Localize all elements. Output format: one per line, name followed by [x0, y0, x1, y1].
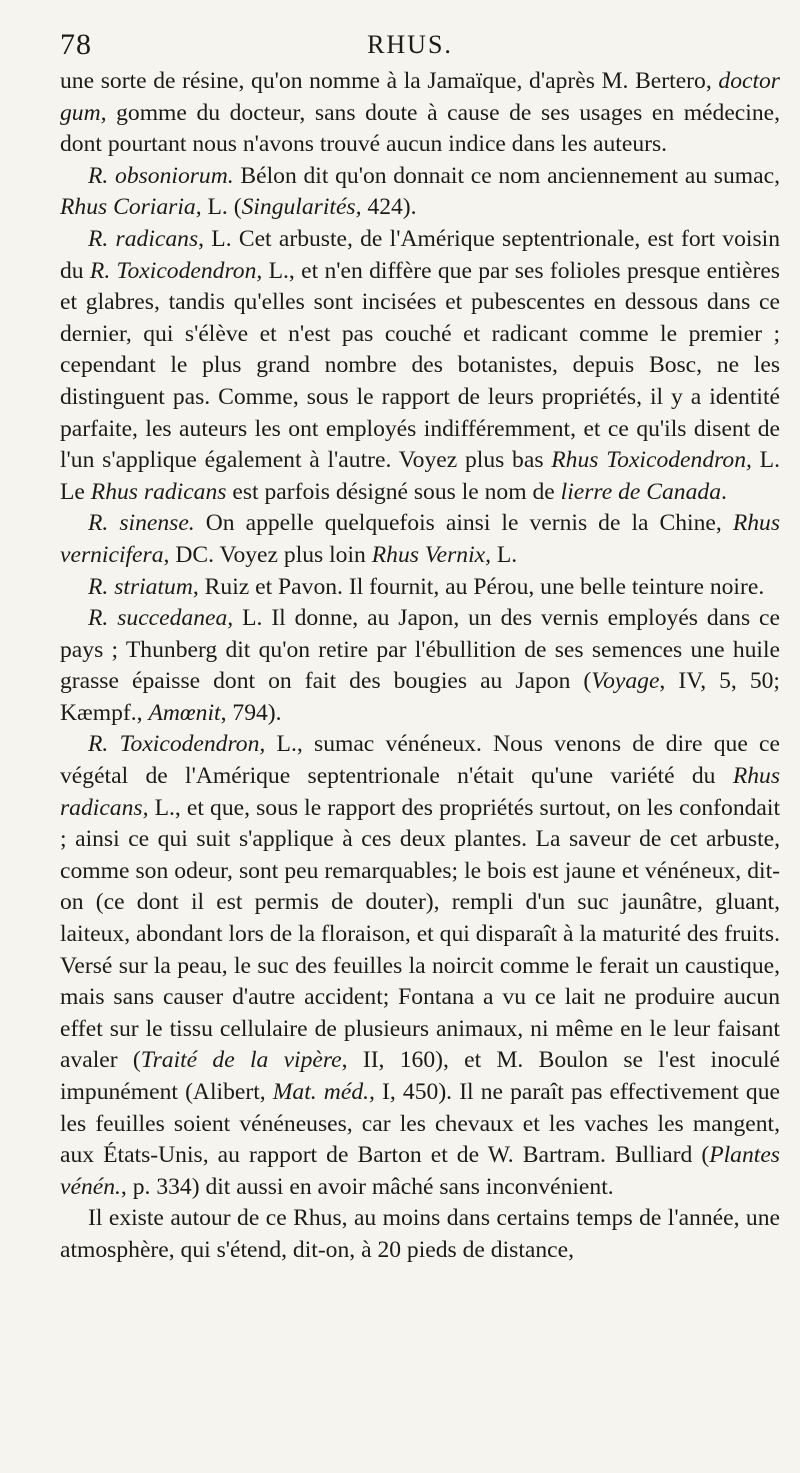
italic-run: Plantes vénén. [60, 1142, 780, 1200]
text-run: . [721, 478, 727, 505]
text-run: gomme du docteur, sans doute à cause de ses usages en médecine, dont pourtant nous n'avons trouvé aucun indice dans les auteurs. [60, 99, 780, 158]
text-run: , IV, 5, 50; Kæmpf., [60, 668, 780, 726]
paragraph-entry [60, 729, 780, 1203]
text-run: , p. 334) dit aussi en avoir mâché sans inconvénient. [120, 1173, 614, 1200]
italic-run: Traité de la vipère [140, 1047, 342, 1074]
italic-run: Voyage [591, 668, 660, 695]
italic-run: R. striatum [88, 573, 193, 600]
text-run: une sorte de résine, qu'on nomme à la Jamaïque, d'après M. Bertero, [60, 68, 719, 94]
paragraph-entry [60, 1203, 780, 1266]
text-run: L. [491, 541, 518, 568]
paragraph-entry [60, 508, 780, 571]
text-run: , L. Cet arbuste, de l'Amérique septentrionale, est fort voisin du [60, 225, 780, 284]
text-run: Bélon dit qu'on donnait ce nom anciennement au sumac, [233, 162, 780, 189]
italic-run: R. Toxicodendron, [88, 731, 266, 758]
italic-run: R. succedanea, [88, 605, 234, 632]
paragraph-entry [60, 224, 780, 508]
paragraph-entry [60, 603, 780, 729]
text-run: L., sumac vénéneux. Nous venons de dire que ce végétal de l'Amérique septentrionale n'était qu'une variété du [60, 731, 780, 790]
italic-run: Amœnit [148, 699, 221, 726]
page-number: 78 [60, 28, 92, 61]
text-run: , DC. Voyez plus loin [163, 541, 372, 568]
italic-run: R. Toxicodendron, [89, 257, 263, 284]
text-run: L. Il donne, au Japon, un des vernis employés dans ce pays ; Thunberg dit qu'on retire par l'ébullition de ses semences une huile grasse épaisse dont on fait des bougies au Japon ( [60, 605, 780, 695]
paragraph-continuation [60, 66, 780, 161]
italic-run: R. obsoniorum. [88, 162, 234, 189]
text-run: , L. ( [195, 194, 242, 221]
paragraph-entry [60, 572, 780, 604]
text-run: L. Le [60, 447, 780, 505]
italic-run: doctor gum, [60, 68, 780, 126]
text-run: , 794). [220, 699, 282, 726]
text-run: On appelle quelquefois ainsi le vernis de la Chine, [194, 510, 733, 537]
italic-run: Mat. méd., [272, 1079, 375, 1105]
text-run: I, 450). Il ne paraît pas effectivement que les feuilles soient vénéneuses, car les chevaux et les vaches les mangent, aux États-Unis, au rapport de Barton et de W. Bartram. Bulliard ( [60, 1079, 780, 1169]
text-run: Il existe autour de ce Rhus, au moins dans certains temps de l'année, une atmosphère, qui s'étend, dit-on, à 20 pieds de distance, [60, 1205, 780, 1263]
text-run: , Ruiz et Pavon. Il fournit, au Pérou, une belle teinture noire. [192, 573, 765, 600]
italic-run: Rhus Coriaria [60, 194, 196, 221]
text-run: est parfois désigné sous le nom de [226, 478, 561, 505]
text-run: , II, 160), et M. Boulon se l'est inoculé impunément (Alibert, [60, 1047, 781, 1105]
italic-run: Rhus Toxicodendron, [551, 447, 752, 474]
italic-run: R. radicans [88, 225, 199, 252]
italic-run: Rhus Vernix, [371, 541, 491, 568]
italic-run: Rhus vernicifera [60, 510, 780, 568]
text-run: L., et n'en diffère que par ses folioles presque entières et glabres, tandis qu'elles sont incisées et pubescentes en dessous dans ce dernier, qui s'élève et n'est pas couché et radicant comme le premier ; cependant le plus grand nombre des botanistes, depuis Bosc, ne les distinguent pas. Comme, sous le rapport de leurs propriétés, il y a identité parfaite, les auteurs les ont employés indifféremment, et ce qu'ils disent de l'un s'applique également à l'autre. Voyez plus bas [60, 257, 780, 474]
body-text [60, 66, 780, 1267]
page-header [60, 28, 760, 64]
text-run: L., et que, sous le rapport des propriétés surtout, on les confondait ; ainsi ce qui suit s'applique à ces deux plantes. La saveur de cet arbuste, comme son odeur, sont peu remarquables; le bois est jaune et vénéneux, dit-on (ce dont il est permis de douter), rempli d'un suc jaunâtre, gluant, laiteux, abondant lors de la floraison, et qui disparaît à la maturité des fruits. Versé sur la peau, le suc des feuilles la noircit comme le ferait un caustique, mais sans causer d'autre accident; Fontana a vu ce lait ne produire aucun effet sur le tissu cellulaire de plusieurs animaux, ni même en le leur faisant avaler ( [60, 794, 780, 1074]
running-title: RHUS. [367, 30, 453, 59]
italic-run: Rhus radicans [90, 478, 227, 505]
italic-run: lierre de Canada [560, 478, 721, 505]
text-run: 424). [361, 194, 417, 221]
italic-run: Singularités, [241, 194, 362, 221]
paragraph-entry [60, 161, 780, 224]
italic-run: Rhus radicans, [60, 763, 780, 821]
italic-run: R. sinense. [88, 510, 195, 537]
